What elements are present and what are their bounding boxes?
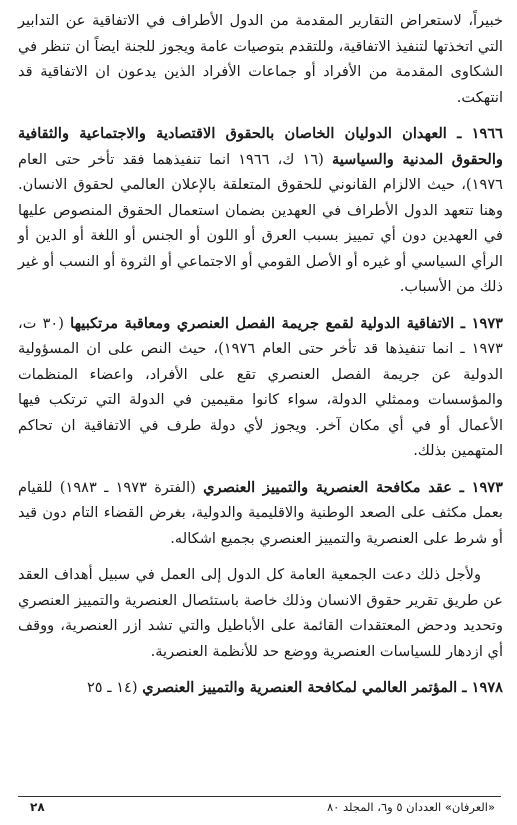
document-page [18, 8, 503, 825]
page-number: ٢٨ [30, 800, 45, 814]
paragraph-heading: ١٩٧٨ ـ المؤتمر العالمي لمكافحة العنصرية والتمييز العنصري [142, 679, 503, 696]
paragraph-general-assembly [18, 562, 503, 664]
paragraph-heading: ١٩٦٦ ـ العهدان الدوليان الخاصان بالحقوق الاقتصادية والاجتماعية والثقافية والحقوق المدنية والسياسية [18, 125, 503, 168]
page-footer [18, 796, 501, 814]
paragraph-text: (الفترة ١٩٧٣ ـ ١٩٨٣) للقيام بعمل مكثف على الصعد الوطنية والاقليمية والدولية، بغرض القضاء التام دون قيد أو شرط على العنصرية والتمييز العنصري بجميع اشكاله. [18, 478, 503, 547]
journal-citation: «العرفان» العددان ٥ و٦، المجلد ٨٠ [326, 800, 495, 814]
paragraph-heading: ١٩٧٣ ـ الاتفاقية الدولية لقمع جريمة الفصل العنصري ومعاقبة مرتكبيها [70, 314, 503, 332]
paragraph-covenants-1966 [18, 121, 503, 300]
paragraph-heading: ١٩٧٣ ـ عقد مكافحة العنصرية والتمييز العنصري [203, 478, 503, 496]
paragraph-text: خبيراً، لاستعراض التقارير المقدمة من الدول الأطراف في الاتفاقية عن التدابير التي اتخذتها لتنفيذ الاتفاقية، وللتقدم بتوصيات عامة ويجوز للجنة ايضاً ان تنظر في الشكاوى المقدمة من الأفراد أو جماعات الأفراد الذين يدعون ان الاتفاقية قد انتهكت. [18, 12, 503, 106]
paragraph-text: (١٤ ـ ٢٥ [86, 679, 143, 696]
paragraph-apartheid-1973 [18, 311, 503, 464]
paragraph-text: ولأجل ذلك دعت الجمعية العامة كل الدول إلى العمل في سبيل أهداف العقد عن طريق تقرير حقوق الانسان وذلك خاصة باستئصال العنصرية والتمييز العنصري وتحديد ودحض المعتقدات القائمة على الأباطيل والتي تشد ازر العنصرية، ووقف أي ازدهار للسياسات العنصرية ووضع حد للأنظمة العنصرية. [18, 566, 503, 660]
paragraph-decade-1973 [18, 475, 503, 552]
paragraph-text: (٣٠ ت، ١٩٧٣ ـ انما تنفيذها قد تأخر حتى العام ١٩٧٦)، حيث النص على ان المسؤولية الدولية عن جريمة الفصل العنصري تقع على الأفراد، واعضاء المنظمات والمؤسسات وممثلي الدولة، سواء كانوا مقيمين في الدولة التي ترتكب فيها الأعمال أو في أي مكان آخر. ويجوز لأي دولة طرف في الاتفاقية ان تحاكم المتهمين بذلك. [18, 314, 503, 459]
paragraph-conference-1978 [18, 675, 503, 701]
paragraph-text: (١٦ ك، ١٩٦٦ انما تنفيذهما فقد تأخر حتى العام ١٩٧٦)، حيث الالزام القانوني للحقوق المتعلقة بالإعلان العالمي لحقوق الانسان. وهنا تتعهد الدول الأطراف في العهدين بضمان استعمال الحقوق المنصوص عليها في العهدين دون أي تمييز بسبب العرق أو اللون أو الجنس أو اللغة أو الدين أو الرأي السياسي أو غيره أو الأصل القومي أو الاجتماعي أو الثروة أو النسب أو غير ذلك من الأسباب. [18, 150, 503, 295]
paragraph-intro [18, 8, 503, 110]
